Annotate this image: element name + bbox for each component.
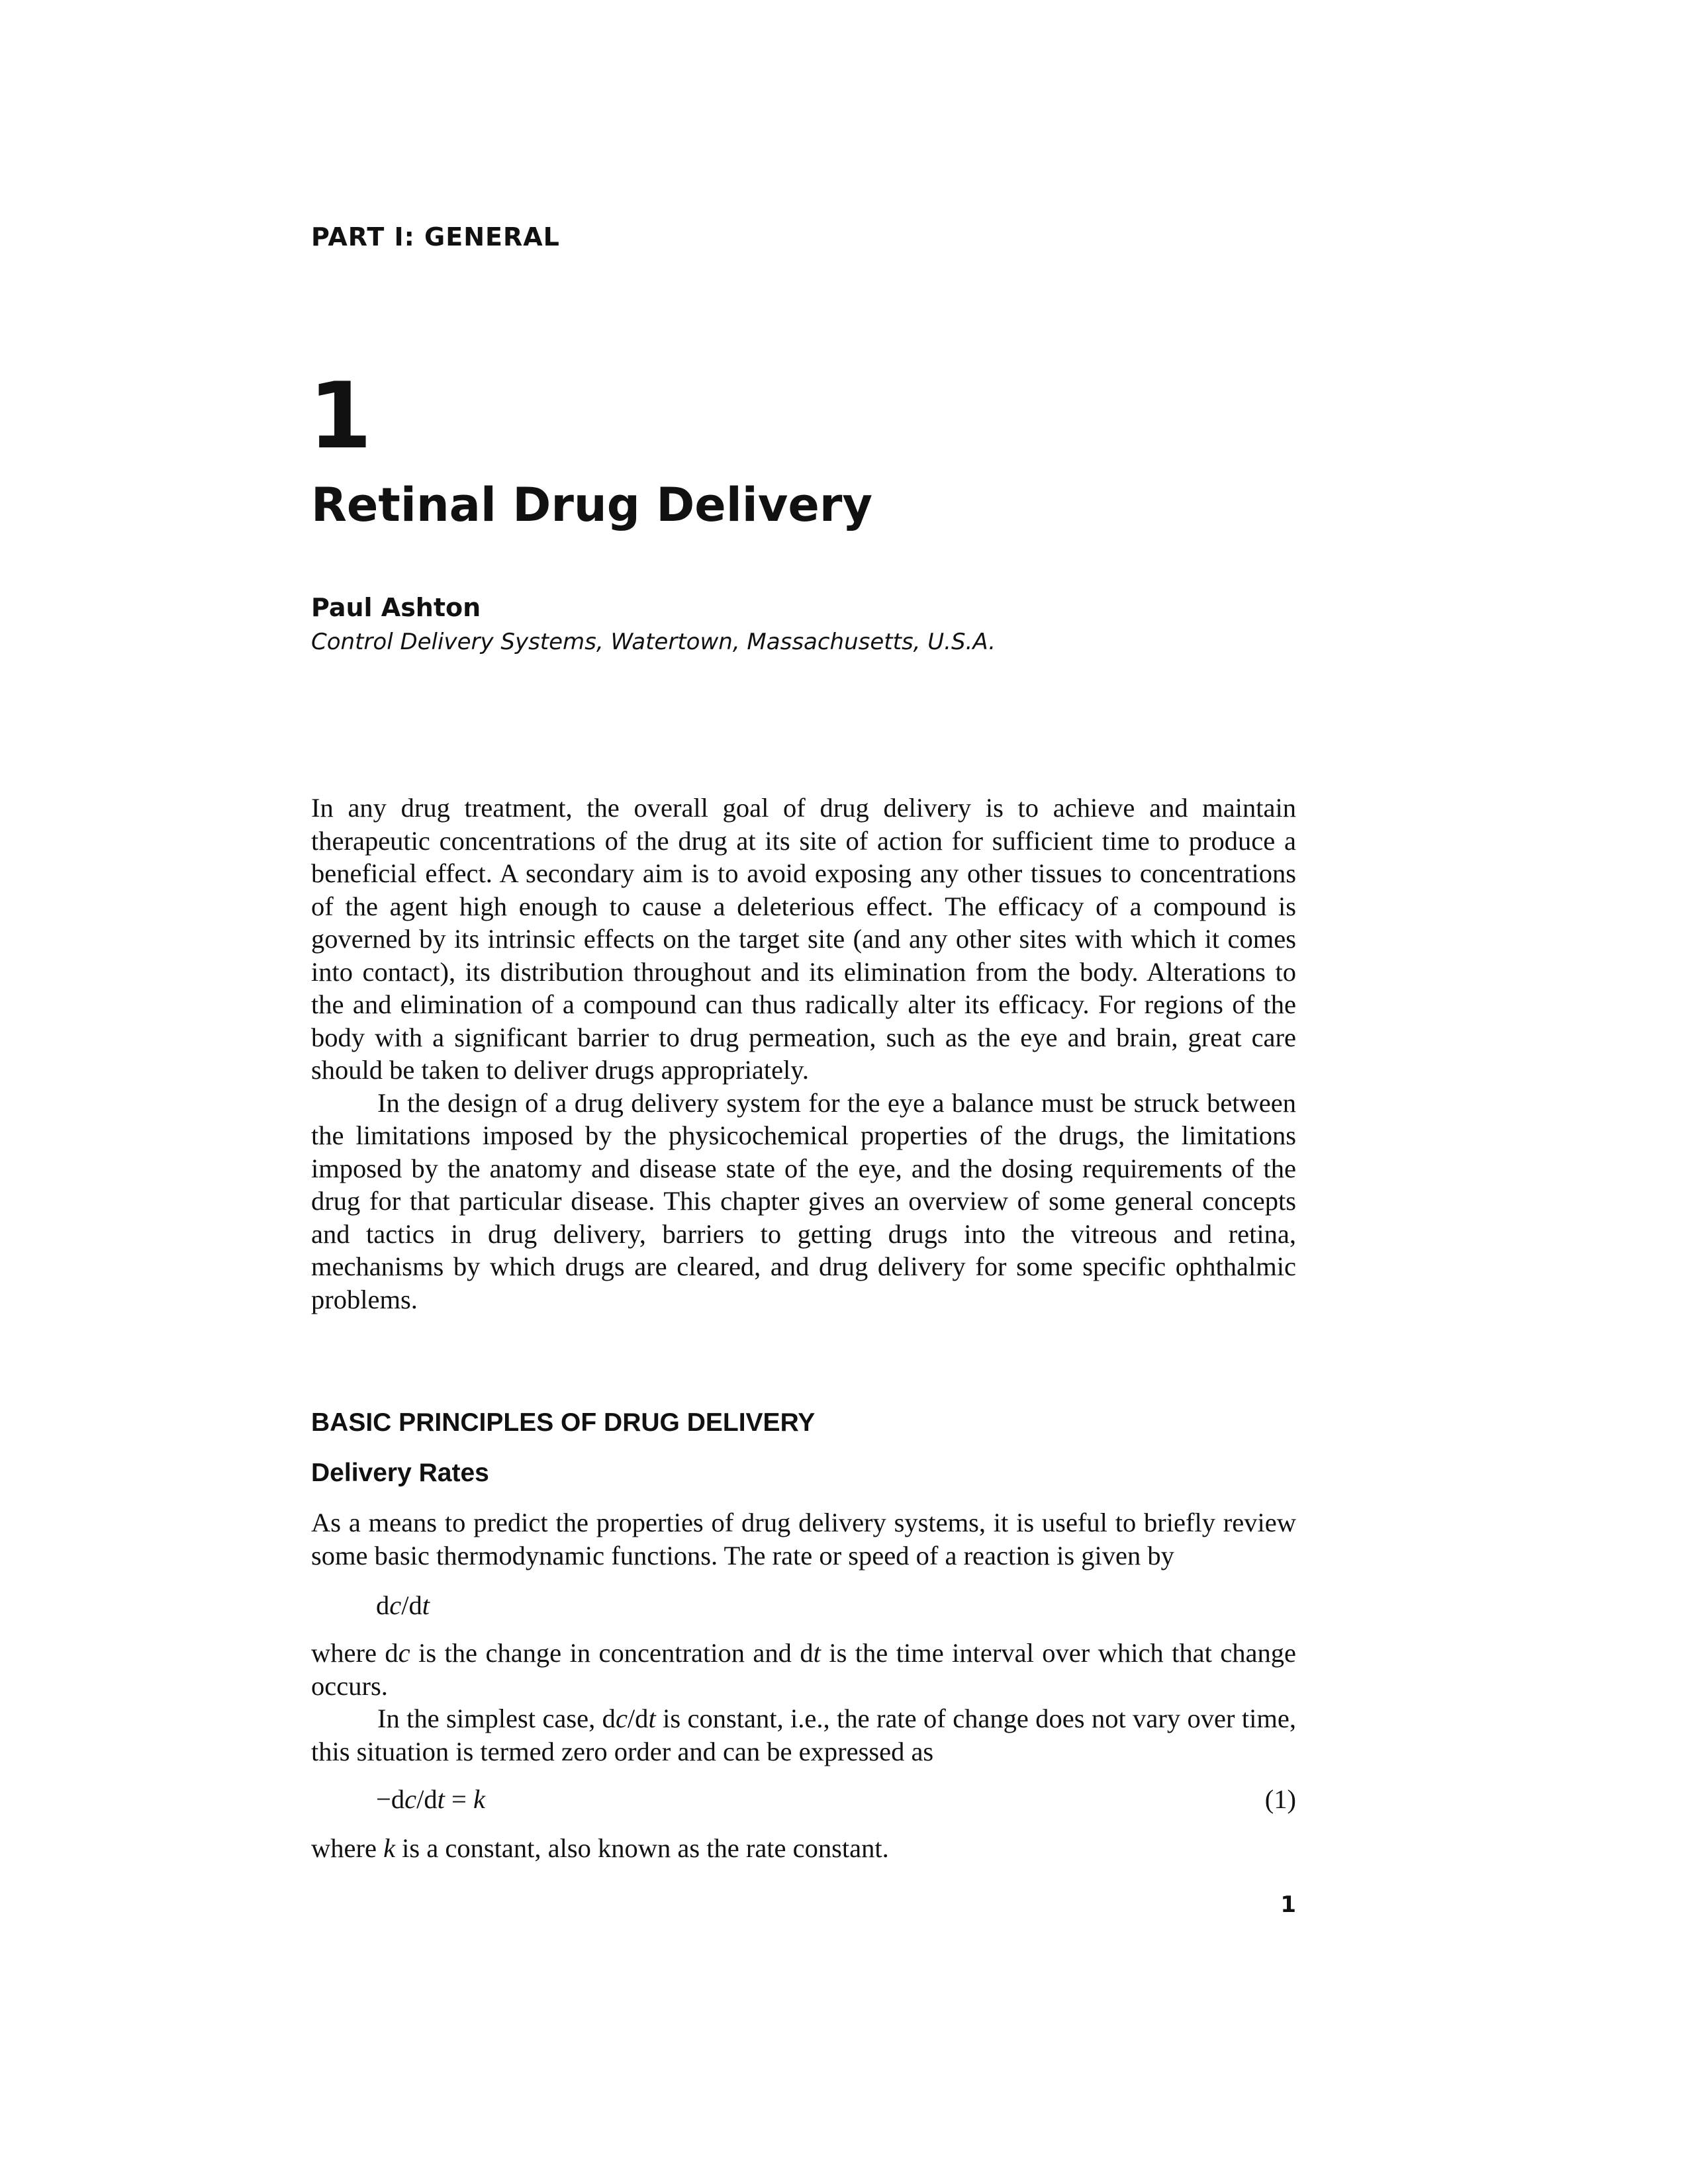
eq-equals: = bbox=[444, 1784, 473, 1814]
formula-var-c: c bbox=[389, 1590, 402, 1620]
section-paragraph-2 bbox=[311, 1637, 1296, 1702]
section-paragraph-4-block bbox=[311, 1832, 1296, 1865]
section-paragraph-1-block bbox=[311, 1506, 1296, 1572]
eq-var-t: t bbox=[437, 1784, 445, 1814]
chapter-title: Retinal Drug Delivery bbox=[311, 478, 873, 532]
chapter-number: 1 bbox=[308, 363, 373, 469]
subsection-heading: Delivery Rates bbox=[311, 1459, 489, 1487]
text-run: where bbox=[311, 1833, 384, 1863]
section-paragraph-4 bbox=[311, 1832, 1296, 1865]
eq-slash-d: /d bbox=[416, 1784, 438, 1814]
formula-slash-d: /d bbox=[401, 1590, 422, 1620]
section-paragraph-3 bbox=[311, 1702, 1296, 1768]
formula-var-t: t bbox=[422, 1590, 430, 1620]
formula-rate bbox=[376, 1590, 430, 1621]
var-k: k bbox=[383, 1833, 396, 1863]
eq-var-c: c bbox=[404, 1784, 417, 1814]
eq-minus-d: −d bbox=[376, 1784, 405, 1814]
text-run: In the simplest case, d bbox=[377, 1704, 616, 1733]
intro-paragraph-1: In any drug treatment, the overall goal of drug delivery is to achieve and maintain therapeutic concentrations of the drug at its site of action for sufficient time to produce a beneficial effect. A secondary aim is to avoid exposing any other tissues to concentrations of the agent high enough to cause a deleterious effect. The efficacy of a compound is governed by its intrinsic effects on the target site (and any other sites with which it comes into contact), its distribution throughout and its elimination from the body. Alterations to the and elimination of a compound can thus radically alter its efficacy. For regions of the body with a significant barrier to drug permeation, such as the eye and brain, great care should be taken to deliver drugs appropriately. bbox=[311, 793, 1296, 1085]
page-number: 1 bbox=[1280, 1891, 1296, 1918]
part-label: PART I: GENERAL bbox=[311, 222, 560, 251]
author-affiliation: Control Delivery Systems, Watertown, Massachusetts, U.S.A. bbox=[311, 629, 996, 655]
text-run: is the change in concentration and d bbox=[410, 1638, 814, 1668]
text-run: is a constant, also known as the rate constant. bbox=[395, 1833, 889, 1863]
var-t: t bbox=[648, 1704, 656, 1733]
text-run: is the time interval over which that change occurs. bbox=[311, 1638, 1296, 1701]
formula-d: d bbox=[376, 1590, 390, 1620]
section-paragraph-1: As a means to predict the properties of drug delivery systems, it is useful to briefly review some basic thermodynamic functions. The rate or speed of a reaction is given by bbox=[311, 1508, 1296, 1570]
eq-var-k: k bbox=[473, 1784, 485, 1814]
text-run: /d bbox=[627, 1704, 649, 1733]
intro-paragraph-2: In the design of a drug delivery system for the eye a balance must be struck between the limitations imposed by the physicochemical properties of the drugs, the limitations imposed by the anatomy and disease state of the eye, and the dosing requirements of the drug for that particular disease. This chapter gives an overview of some general concepts and tactics in drug delivery, barriers to getting drugs into the vitreous and retina, mechanisms by which drugs are cleared, and drug delivery for some specific ophthalmic problems. bbox=[311, 1087, 1296, 1314]
text-run: where d bbox=[311, 1638, 399, 1668]
author-name: Paul Ashton bbox=[311, 593, 481, 622]
text-run: is constant, i.e., the rate of change does not vary over time, this situation is termed zero order and can be expressed as bbox=[311, 1704, 1296, 1766]
section-heading: BASIC PRINCIPLES OF DRUG DELIVERY bbox=[311, 1408, 816, 1437]
equation-number: (1) bbox=[1264, 1784, 1296, 1814]
var-c: c bbox=[398, 1638, 410, 1668]
section-paragraph-2-block bbox=[311, 1637, 1296, 1768]
intro-text bbox=[311, 792, 1296, 1316]
var-t: t bbox=[813, 1638, 821, 1668]
equation-1 bbox=[376, 1784, 485, 1815]
var-c: c bbox=[615, 1704, 628, 1733]
